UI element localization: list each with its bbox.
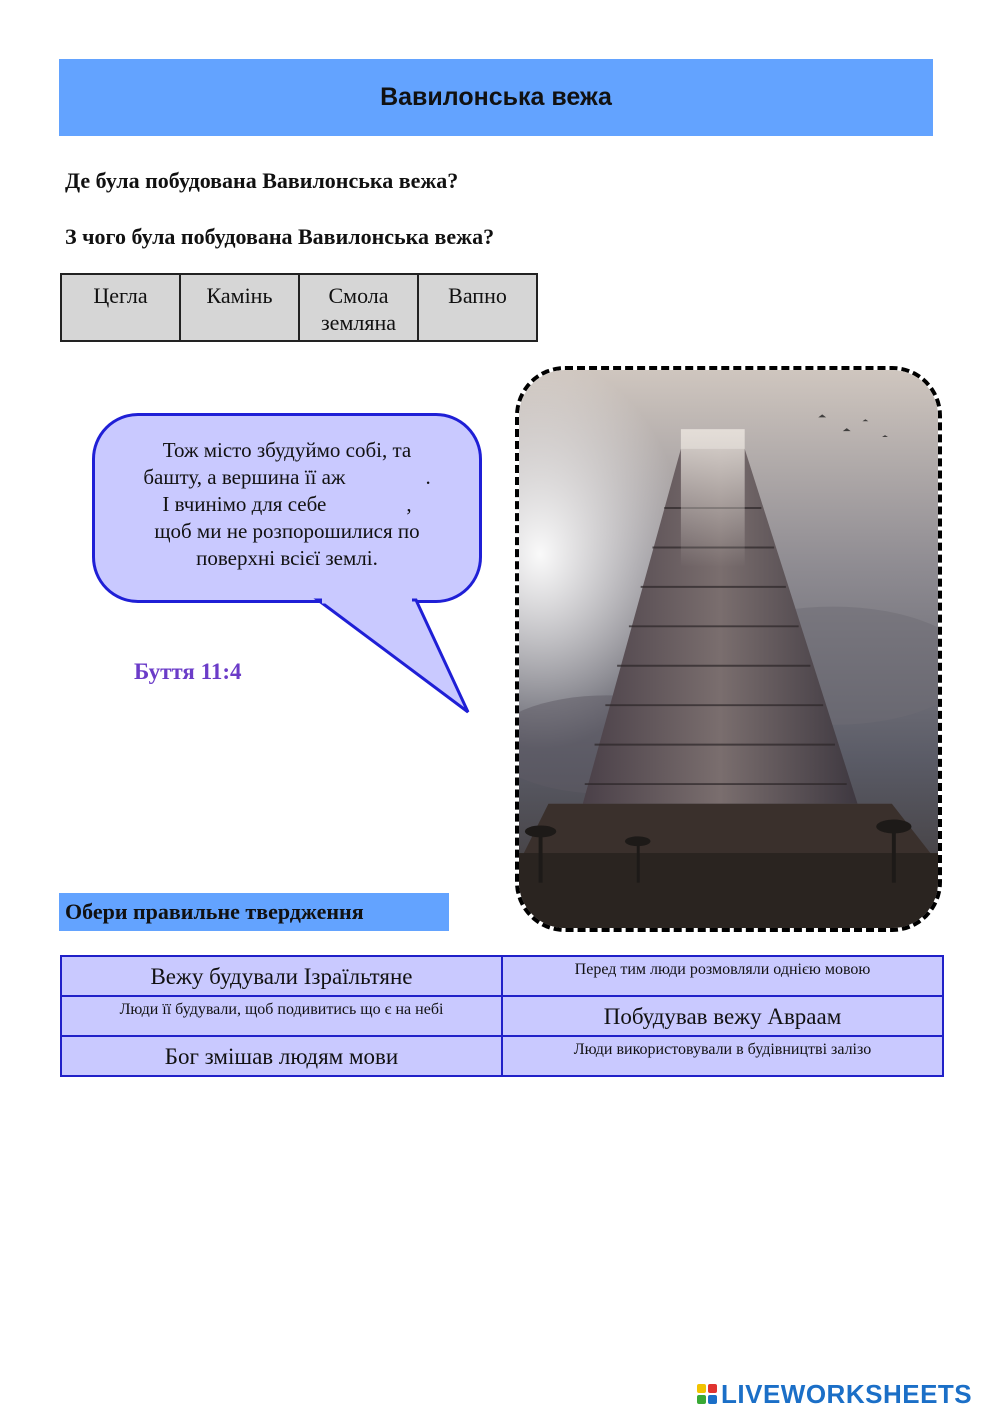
verse-reference: Буття 11:4 — [134, 659, 242, 684]
bubble-quote — [112, 437, 462, 572]
question-location: Де була побудована Вавилонська вежа? — [65, 168, 459, 193]
option-stone[interactable]: Камінь — [180, 274, 299, 341]
table-row — [61, 956, 943, 996]
question-materials: З чого була побудована Вавилонська вежа? — [65, 224, 495, 249]
materials-options — [60, 273, 538, 342]
liveworksheets-logo — [697, 1379, 972, 1409]
statements-header: Обери правильне твердження — [59, 893, 449, 931]
page-title: Вавилонська вежа — [380, 83, 612, 111]
option-lime[interactable]: Вапно — [418, 274, 537, 341]
bubble-line-1: Тож місто збудуймо собі, та — [162, 438, 412, 462]
table-row — [61, 1036, 943, 1076]
option-brick[interactable]: Цегла — [61, 274, 180, 341]
statement-option[interactable]: Побудував вежу Авраам — [502, 996, 943, 1036]
table-row — [61, 996, 943, 1036]
bubble-line-4: щоб ми не розпорошилися по — [154, 519, 420, 543]
tower-of-babel-image — [515, 366, 942, 932]
bubble-line-2: башту, а вершина її аж . — [143, 465, 431, 489]
statement-option[interactable]: Люди використовували в будівництві залізо — [502, 1036, 943, 1076]
title-bar — [59, 59, 933, 136]
option-bitumen[interactable]: Смола земляна — [299, 274, 418, 341]
bubble-line-5: поверхні всієї землі. — [196, 546, 378, 570]
liveworksheets-mark-icon — [697, 1384, 717, 1404]
statement-option[interactable]: Бог змішав людям мови — [61, 1036, 502, 1076]
statement-option[interactable]: Вежу будували Ізраїльтяне — [61, 956, 502, 996]
bubble-line-3: І вчинімо для себе , — [162, 492, 412, 516]
liveworksheets-wordmark: LIVEWORKSHEETS — [721, 1378, 973, 1409]
statement-option[interactable]: Перед тим люди розмовляли однією мовою — [502, 956, 943, 996]
statements-table — [60, 955, 944, 1077]
statement-option[interactable]: Люди її будували, щоб подивитись що є на небі — [61, 996, 502, 1036]
